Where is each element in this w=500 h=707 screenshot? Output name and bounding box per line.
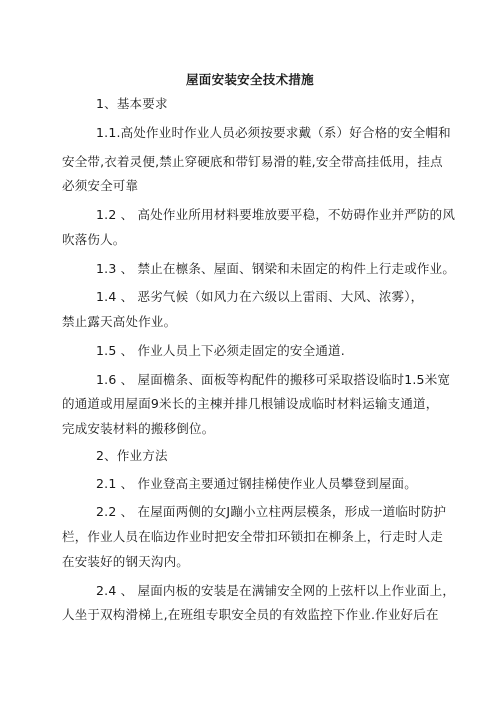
- paragraph-line: 在安装好的钢天沟内。: [62, 554, 190, 569]
- paragraph-line: 2.2 、 在屋面两侧的女J蹦小立柱两层模条，形成一道临时防护: [96, 504, 447, 519]
- section-heading-2: 2、作业方法: [96, 448, 168, 463]
- section-heading-1: 1、基本要求: [96, 96, 168, 111]
- paragraph-line: 1.5 、 作业人员上下必须走固定的安全通道.: [96, 343, 345, 358]
- paragraph-line: 吹落伤人。: [62, 232, 126, 247]
- paragraph-line: 禁止露天高处作业。: [62, 314, 177, 329]
- paragraph-line: 1.1.高处作业时作业人员必须按要求戴（系）好合格的安全帽和: [96, 125, 451, 140]
- paragraph-line: 人坐于双构滑梯上,在班组专职安全员的有效监控下作业.作业好后在: [62, 607, 439, 622]
- paragraph-line: 安全带,衣着灵便,禁止穿硬底和带钉易滑的鞋,安全带高挂低用，挂点: [62, 154, 443, 169]
- paragraph-line: 栏，作业人员在临边作业时把安全带扣环锁扣在柳条上，行走时人走: [62, 529, 444, 544]
- paragraph-line: 1.6 、 屋面檐条、面板等构配件的搬移可采取搭设临时1.5米宽: [96, 372, 451, 387]
- paragraph-line: 1.2 、 高处作业所用材料要堆放要平稳，不妨碍作业并严防的风: [96, 207, 456, 222]
- paragraph-line: 1.3 、 禁止在檩条、屋面、钢梁和未固定的构件上行走或作业。: [96, 261, 456, 276]
- paragraph-line: 完成安装材料的搬移倒位。: [62, 421, 215, 436]
- paragraph-line: 1.4 、 恶劣气候（如风力在六级以上雷雨、大风、浓雾），: [96, 289, 424, 304]
- paragraph-line: 的通道或用屋面9米长的主棟并排几根铺设成临时材料运输支通道，: [62, 396, 439, 411]
- paragraph-line: 2.4 、 屋面内板的安装是在满铺安全网的上弦杆以上作业面上，: [96, 583, 456, 598]
- paragraph-line: 2.1 、 作业登高主要通过钢挂梯使作业人员攀登到屋面。: [96, 476, 417, 491]
- paragraph-line: 必须安全可靠: [62, 178, 139, 193]
- document-title: 屋面安装安全技术措施: [185, 72, 314, 87]
